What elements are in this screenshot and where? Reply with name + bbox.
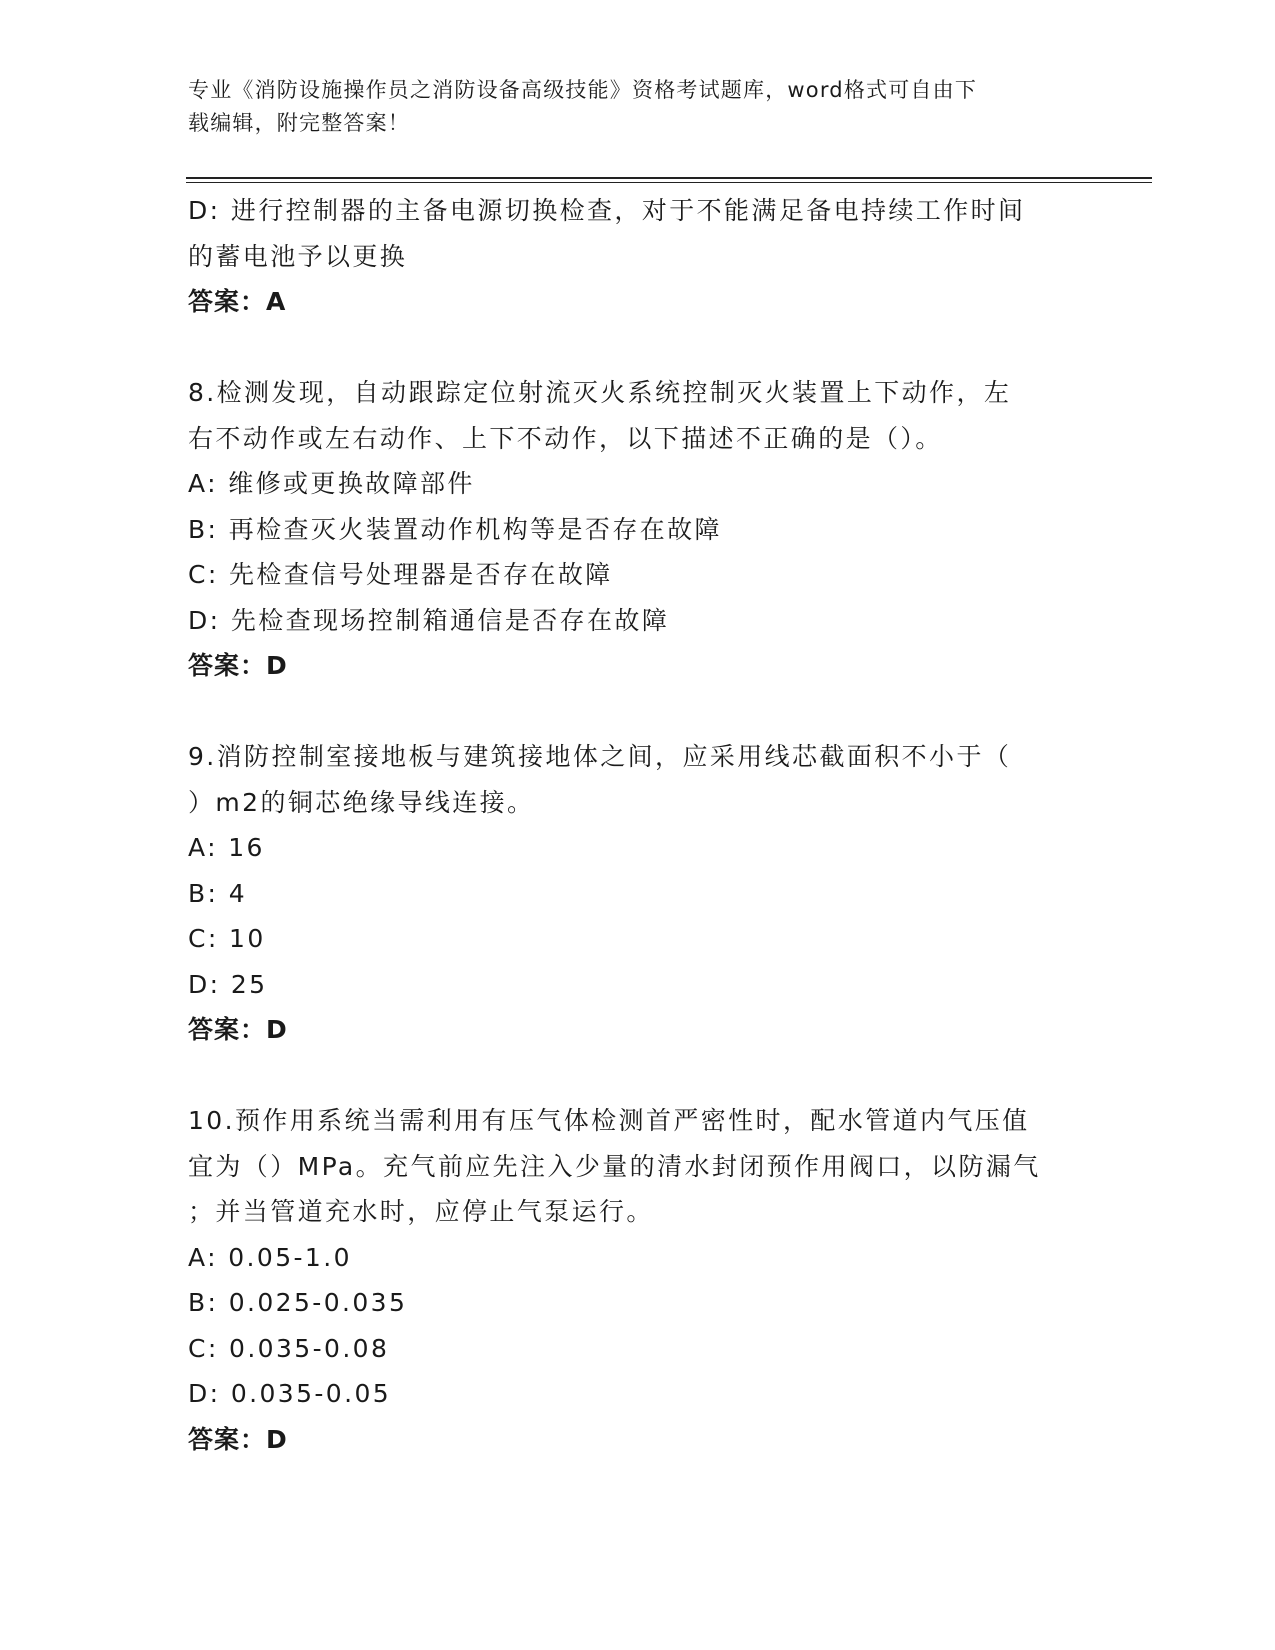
header-divider-thin bbox=[186, 182, 1152, 183]
question-stem-line: 右不动作或左右动作、上下不动作，以下描述不正确的是（）。 bbox=[188, 423, 943, 453]
option-a: A: 维修或更换故障部件 bbox=[188, 469, 475, 498]
spacer bbox=[188, 1053, 1078, 1099]
option-d: D: 0.035-0.05 bbox=[188, 1379, 392, 1408]
option-b: B: 0.025-0.035 bbox=[188, 1288, 408, 1317]
question-8 bbox=[188, 370, 1078, 689]
question-stem-line: 8.检测发现，自动跟踪定位射流灭火系统控制灭火装置上下动作，左 bbox=[188, 378, 1012, 407]
answer-line: 答案：D bbox=[188, 1015, 288, 1044]
option-d: D: 25 bbox=[188, 969, 268, 999]
document-body bbox=[188, 188, 1078, 1462]
question-stem-line: 10.预作用系统当需利用有压气体检测首严密性时，配水管道内气压值 bbox=[188, 1106, 1030, 1135]
question-stem-line: 宜为（）MPa。充气前应先注入少量的清水封闭预作用阀口，以防漏气 bbox=[188, 1151, 1041, 1181]
option-c: C: 0.035-0.08 bbox=[188, 1333, 390, 1363]
header-line-1: 专业《消防设施操作员之消防设备高级技能》资格考试题库，word格式可自由下 bbox=[188, 78, 978, 102]
option-a: A: 16 bbox=[188, 833, 265, 862]
option-d: D: 先检查现场控制箱通信是否存在故障 bbox=[188, 605, 670, 635]
question-stem-line: ；并当管道充水时，应停止气泵运行。 bbox=[188, 1197, 654, 1226]
spacer bbox=[188, 325, 1078, 371]
answer-line: 答案：D bbox=[188, 1424, 288, 1454]
continued-question bbox=[188, 188, 1078, 325]
option-c: C: 10 bbox=[188, 924, 266, 953]
answer-line: 答案：A bbox=[188, 287, 287, 316]
question-10 bbox=[188, 1098, 1078, 1462]
question-stem-line: ）m2的铜芯绝缘导线连接。 bbox=[188, 787, 535, 817]
header-line-2: 载编辑，附完整答案！ bbox=[188, 111, 410, 135]
option-b: B: 再检查灭火装置动作机构等是否存在故障 bbox=[188, 514, 722, 544]
option-b: B: 4 bbox=[188, 878, 248, 908]
page-header bbox=[188, 74, 1078, 140]
option-d-line-1: D: 进行控制器的主备电源切换检查，对于不能满足备电持续工作时间 bbox=[188, 196, 1026, 225]
option-a: A: 0.05-1.0 bbox=[188, 1242, 352, 1272]
question-9 bbox=[188, 734, 1078, 1053]
header-divider-thick bbox=[186, 177, 1152, 179]
question-stem-line: 9.消防控制室接地板与建筑接地体之间，应采用线芯截面积不小于（ bbox=[188, 742, 1012, 771]
option-d-line-2: 的蓄电池予以更换 bbox=[188, 241, 408, 271]
option-c: C: 先检查信号处理器是否存在故障 bbox=[188, 560, 613, 589]
spacer bbox=[188, 689, 1078, 735]
answer-line: 答案：D bbox=[188, 651, 288, 680]
